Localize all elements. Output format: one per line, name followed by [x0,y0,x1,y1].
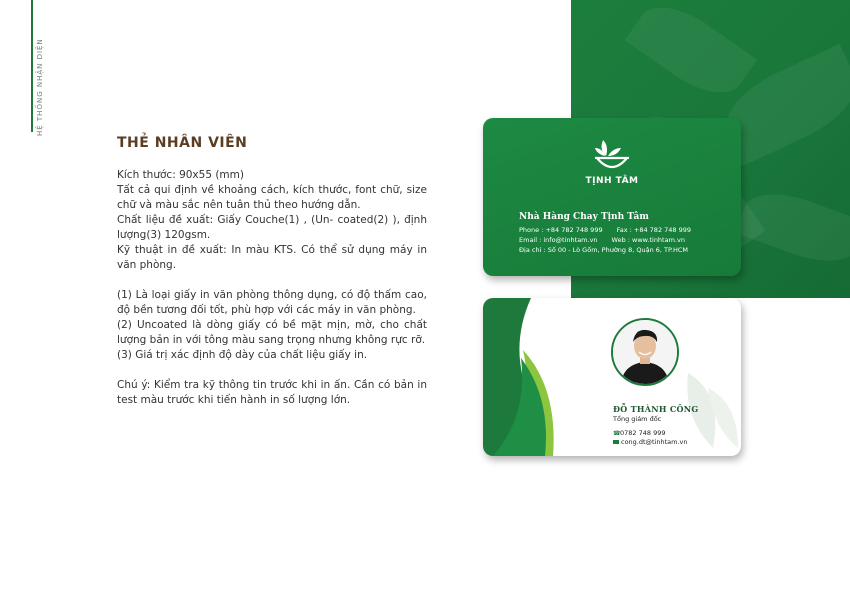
spec-print: Kỹ thuật in đề xuất: In màu KTS. Có thể sử dụng máy in văn phòng. [117,244,427,271]
fax-text: Fax : +84 782 748 999 [616,226,692,234]
employee-name: ĐỖ THÀNH CÔNG [613,404,699,414]
employee-email-row [613,438,688,446]
address-text: Địa chỉ : Số 00 - Lò Gốm, Phường 8, Quận 6, TP.HCM [519,246,689,254]
section-title: THẺ NHÂN VIÊN [117,135,248,151]
spec-guideline: Tất cả qui định về khoảng cách, kích thước, font chữ, size chữ và màu sắc nên tuân thủ theo hướng dẫn. [117,184,427,211]
section-body [117,168,427,408]
side-accent-line [31,0,33,132]
company-name: Nhà Hàng Chay Tịnh Tâm [519,212,649,222]
contact-row-phone [519,226,691,234]
phone-text: Phone : +84 782 748 999 [519,226,603,234]
caution-note: Chú ý: Kiểm tra kỹ thông tin trước khi in ấn. Cần có bản in test màu trước khi tiến hành in số lượng lớn. [117,379,427,406]
note-1: (1) Là loại giấy in văn phòng thông dụng, có độ thấm cao, độ bền tương đối tốt, phù hợp với các máy in văn phòng. [117,289,427,316]
employee-phone: 0782 748 999 [620,429,666,437]
spec-size: Kích thước: 90x55 (mm) [117,169,244,181]
contact-row-email [519,236,685,244]
phone-icon: ☎ [613,430,621,437]
business-card-back [483,298,741,456]
spec-material: Chất liệu đề xuất: Giấy Couche(1) , (Un- coated(2) ), định lượng(3) 120gsm. [117,214,427,241]
logo-wordmark: TỊNH TÂM [585,176,639,186]
employee-photo [611,318,679,386]
note-2: (2) Uncoated là dòng giấy có bề mặt mịn, mờ, cho chất lượng bản in với tông màu sang trọng nhưng không rực rỡ. [117,319,427,346]
green-wave-shape [483,298,741,456]
side-section-label: HỆ THỐNG NHẬN DIỆN [36,38,44,136]
employee-email: cong.dt@tinhtam.vn [621,438,688,446]
employee-phone-row [613,429,666,437]
business-card-front [483,118,741,276]
employee-role: Tổng giám đốc [613,415,662,423]
mail-icon [613,440,619,444]
tinh-tam-logo-icon [589,136,635,176]
web-text: Web : www.tinhtam.vn [611,236,685,244]
email-text: Email : info@tinhtam.vn [519,236,598,244]
note-3: (3) Giá trị xác định độ dày của chất liệu giấy in. [117,349,368,361]
